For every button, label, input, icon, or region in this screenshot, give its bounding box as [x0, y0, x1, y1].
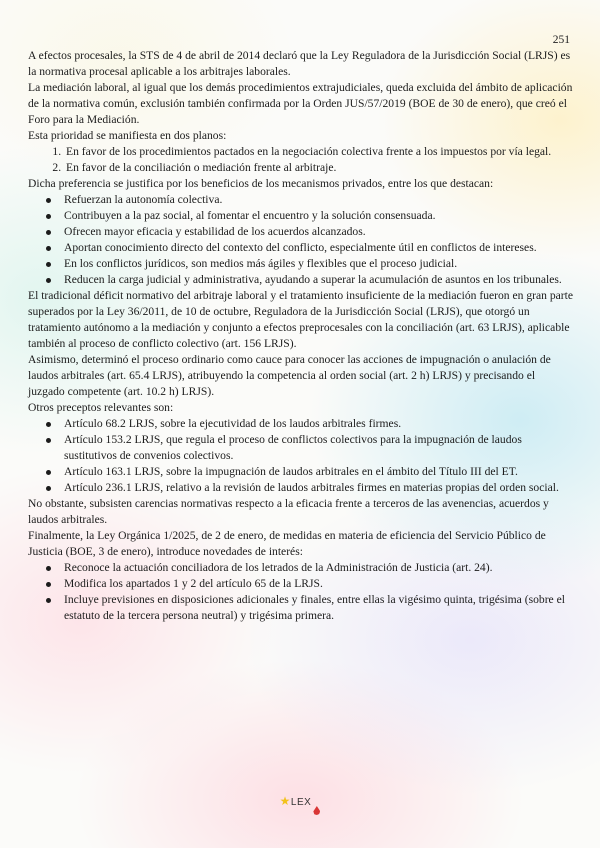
- list-item: Reducen la carga judicial y administrativa, ayudando a superar la acumulación de asuntos en los tribunales.: [64, 272, 574, 288]
- list-item: Modifica los apartados 1 y 2 del artículo 65 de la LRJS.: [64, 576, 574, 592]
- list-item: En los conflictos jurídicos, son medios más ágiles y flexibles que el proceso judicial.: [64, 256, 574, 272]
- list-item: Artículo 153.2 LRJS, que regula el proceso de conflictos colectivos para la impugnación de laudos sustitutivos de convenios colectivos.: [64, 432, 574, 464]
- benefits-list: [28, 192, 574, 288]
- list-item: Artículo 163.1 LRJS, sobre la impugnación de laudos arbitrales en el ámbito del Título III del ET.: [64, 464, 574, 480]
- page-number: 251: [552, 34, 570, 46]
- list-item: Artículo 236.1 LRJS, relativo a la revisión de laudos arbitrales firmes en materias propias del orden social.: [64, 480, 574, 496]
- footer-logo: [0, 794, 600, 815]
- paragraph: No obstante, subsisten carencias normativas respecto a la eficacia frente a terceros de las avenencias, acuerdos y laudos arbitrales.: [28, 497, 549, 526]
- paragraph: Esta prioridad se manifiesta en dos planos:: [28, 129, 227, 142]
- paragraph: El tradicional déficit normativo del arbitraje laboral y el tratamiento insuficiente de la mediación fueron en gran parte superados por la Ley 36/2011, de 10 de octubre, Reguladora de la Jurisdicción Social (LRJS), que otorgó un tratamiento autónomo a la mediación y conjunto a efectos preprocesales con la conciliación (art. 63 LRJS), aplicable también al proceso de conflicto colectivo (art. 156 LRJS).: [28, 289, 574, 350]
- list-item: Incluye previsiones en disposiciones adicionales y finales, entre ellas la vigésimo quinta, trigésima (sobre el estatuto de la tercera persona neutral) y trigésima primera.: [64, 592, 574, 624]
- planes-list: [28, 144, 574, 176]
- star-icon: ★: [279, 794, 291, 808]
- list-item: Refuerzan la autonomía colectiva.: [64, 192, 574, 208]
- paragraph: Dicha preferencia se justifica por los beneficios de los mecanismos privados, entre los que destacan:: [28, 177, 494, 190]
- drop-icon: [313, 806, 320, 815]
- list-item: Contribuyen a la paz social, al fomentar el encuentro y la solución consensuada.: [64, 208, 574, 224]
- precepts-list: [28, 416, 574, 496]
- paragraph: Asimismo, determinó el proceso ordinario como cauce para conocer las acciones de impugnación o anulación de laudos arbitrales (art. 65.4 LRJS), atribuyendo la competencia al orden social (art. 2 h) LRJS) y precisando el juzgado competente (art. 10.2 h) LRJS).: [28, 353, 551, 398]
- list-item: 1. En favor de los procedimientos pactados en la negociación colectiva frente a los impuestos por vía legal.: [64, 144, 574, 160]
- list-item: Ofrecen mayor eficacia y estabilidad de los acuerdos alcanzados.: [64, 224, 574, 240]
- logo-text: LEX: [290, 797, 312, 808]
- paragraph: Finalmente, la Ley Orgánica 1/2025, de 2 de enero, de medidas en materia de eficiencia del Servicio Público de Justicia (BOE, 3 de enero), introduce novedades de interés:: [28, 529, 546, 558]
- paragraph: Otros preceptos relevantes son:: [28, 401, 174, 414]
- list-item: Aportan conocimiento directo del contexto del conflicto, especialmente útil en conflictos de intereses.: [64, 240, 574, 256]
- paragraph: A efectos procesales, la STS de 4 de abril de 2014 declaró que la Ley Reguladora de la Jurisdicción Social (LRJS) es la normativa procesal aplicable a los arbitrajes laborales.: [28, 49, 571, 78]
- document-body: [28, 48, 574, 624]
- list-item: Reconoce la actuación conciliadora de los letrados de la Administración de Justicia (art. 24).: [64, 560, 574, 576]
- novelties-list: [28, 560, 574, 624]
- list-item: 2. En favor de la conciliación o mediación frente al arbitraje.: [64, 160, 574, 176]
- list-item: Artículo 68.2 LRJS, sobre la ejecutividad de los laudos arbitrales firmes.: [64, 416, 574, 432]
- paragraph: La mediación laboral, al igual que los demás procedimientos extrajudiciales, queda excluida del ámbito de aplicación de la normativa común, exclusión también confirmada por la Orden JUS/57/2019 (BOE de 30 de enero), que creó el Foro para la Mediación.: [28, 81, 573, 126]
